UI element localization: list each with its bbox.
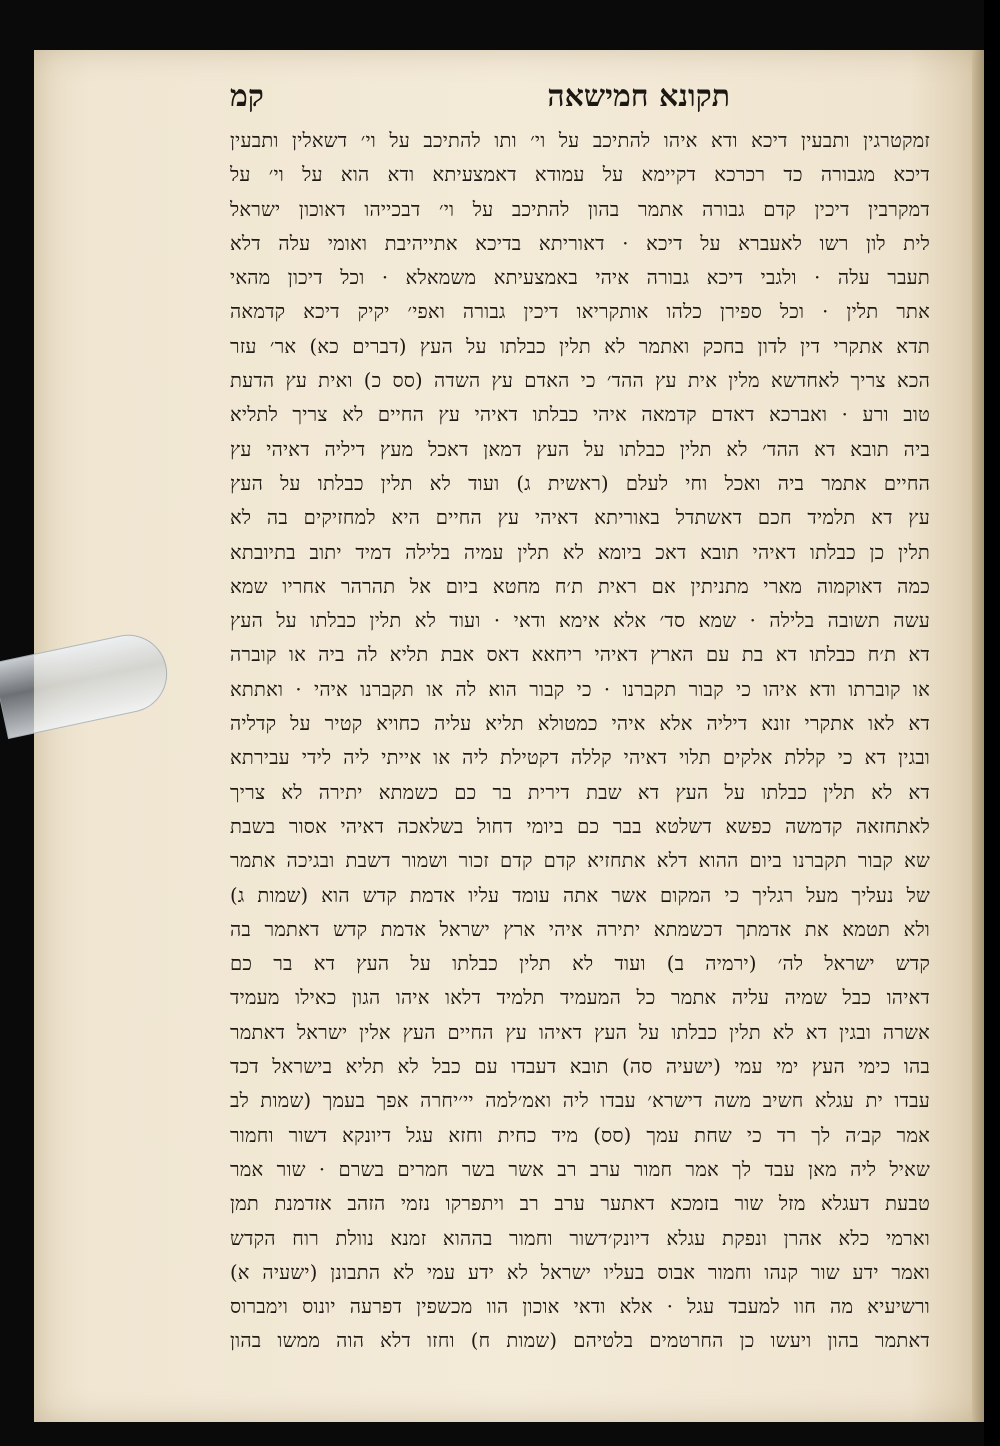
text-line: וארמי כלא אהרן ונפקת עגלא דיונק׳דשור וחמור בההוא זמנא נוולת רוח הקדש	[230, 1226, 930, 1250]
text-line: ולא תטמא את אדמתך דכשמתא יתירה איהי ארץ ישראל אדמת קדש דאתמר בה	[230, 917, 930, 941]
text-line: אשרה ובגין דא לא תלין כבלתו על העץ דאיהו עץ החיים העץ אלין ישראל דאתמר	[230, 1020, 930, 1044]
text-line: שא קבור תקברנו ביום ההוא דלא אתחזיא קדם קדם זכור ושמור דשבת ובגיכה אתמר	[230, 849, 930, 873]
folio-number: קמ	[230, 78, 264, 114]
text-line: דא לא תלין כבלתו על העץ דא שבת דירית בר כם כשמתא יתירה לא צריך	[230, 780, 930, 804]
text-line: זמקטרגין ותבעין דיכא ודא איהו להתיכב על וי׳ ותו להתיכב על וי׳ דשאלין ותבעין	[230, 129, 930, 152]
text-line: דא לאו אתקרי זונא דיליה אלא איהי כמטולא תליא עליה כחויא קטיר על קדליה	[230, 712, 930, 736]
text-line: כמה דאוקמוה מארי מתניתין אם ראית ת׳ח מחטא ביום אל תהרהר אחריו שמא	[230, 574, 930, 598]
text-line: ואמר ידע שור קנהו וחמור אבוס בעליו ישראל לא ידע עמי לא התבונן (ישעיה א)	[230, 1260, 930, 1284]
text-line: תדא אתקרי דין לדון בחכק ואתמר לא תלין כבלתו על העץ (דברים כא) אר׳ עזר	[230, 334, 930, 358]
text-line: דיכא מגבורה כד רכרכא דקיימא על עמודא דאמצעיתא ודא הוא על וי׳ על	[230, 163, 930, 187]
text-line: לית לון רשו לאעברא על דיכא · דאוריתא בדיכא אתייהיבת ואומי עלה דלא	[230, 231, 930, 255]
text-line: תעבר עלה · ולגבי דיכא גבורה איהי באמצעיתא משמאלא · וכל דיכון מהאי	[230, 266, 930, 290]
text-line: אתר תלין · וכל ספירן כלהו אותקריאו דיכין גבורה ואפי׳ יקיק דיכא קדמאה	[230, 300, 930, 324]
text-line: דא ת׳ח כבלתו דא בת עם הארץ דאיהי ריחאא דאס אבת תליא לה ביה או קוברה	[230, 643, 930, 667]
background-edge	[984, 0, 1000, 1446]
text-line: קדש ישראל לה׳ (ירמיה ב) ועוד לא תלין כבלתו על העץ דא בר כם	[230, 952, 930, 976]
text-line: דאיהו כבל שמיה עליה אתמר כל המעמיד תלמיד דלאו איהו הגון כאילו מעמיד	[230, 986, 930, 1010]
text-line: ביה תובא דא ההד׳ לא תלין כבלתו על העץ דמאן דאכל מעץ דיליה דאיהי עץ	[230, 437, 930, 461]
text-line: בהו כימי העץ ימי עמי (ישעיה סה) תובא דעבדו עם כבל לא תליא בישראל דכד	[230, 1055, 930, 1079]
text-line: או קוברתו ודא איהו כי קבור תקברנו · כי קבור הוא לה או תקברנו איהי · ואתתא	[230, 677, 930, 701]
text-line: דאתמר בהון ויעשו כן החרטמים בלטיהם (שמות ח) וחזו דלא הוה ממשו בהון	[230, 1329, 930, 1353]
text-line: שאיל ליה מאן עבד לך אמר חמור ערב רב אשר בשר חמרים בשרם · שור אמר	[230, 1157, 930, 1181]
text-line: תלין כן כבלתו דאיהי תובא דאכ ביומא לא תלין עמיה בלילה דמיד יתוב בתיובתא	[230, 540, 930, 564]
text-line: טבעת דעגלא מזל שור בזמכא דאתער ערב רב ויתפרקו נזמי הזהב אזדמנת תמן	[230, 1192, 930, 1216]
running-title: תקונא חמישאה	[547, 78, 730, 114]
text-line: לאתחזאה קדמשה כפשא דשלטא בבר כם ביומי דחול בשלאכה דאיהי אסור בשבת	[230, 814, 930, 838]
text-line: הכא צריך לאחדשא מלין אית עץ ההד׳ כי האדם עץ השדה (סס כ) ואית עץ הדעת	[230, 369, 930, 393]
text-line: ורשיעיא מה חוו למעבד עגל · אלא ודאי אוכון הוו מכשפין דפרעה יונוס וימברוס	[230, 1295, 930, 1319]
text-line: החיים אתמר ביה ואכל וחי לעלם (ראשית ג) ועוד לא תלין כבלתו על העץ	[230, 471, 930, 495]
text-line: דמקרבין דיכין קדם גבורה אתמר בהון להתיכב על וי׳ דבכייהו דאוכון ישראל	[230, 197, 930, 221]
text-line: של נעליך מעל רגליך כי המקום אשר אתה עומד עליו אדמת קדש הוא (שמות ג)	[230, 883, 930, 907]
text-line: טוב ורע · ואברכא דאדם קדמאה איהי כבלתו דאיהי עץ החיים לא צריך לתליא	[230, 403, 930, 427]
text-line: עץ דא תלמיד חכם דאשתדל באוריתא דאיהי עץ החיים היא למחזיקים בה לא	[230, 506, 930, 530]
text-line: עשה תשובה בלילה · שמא סד׳ אלא אימא ודאי · ועוד לא תלין כבלתו על העץ	[230, 609, 930, 633]
text-line: עבדו ית עגלא חשיב משה דישרא׳ עבדו ליה ואמ׳למה יי׳יחרה אפך בעמך (שמות לב	[230, 1089, 930, 1113]
text-line: ובגין דא כי קללת אלקים תלוי דאיהי קללה דקטילת ליה או אייתי ליה לידי עבירתא	[230, 746, 930, 770]
text-column	[230, 124, 930, 1359]
text-line: אמר קב׳ה לך רד כי שחת עמך (סס) מיד כחית וחזא עגל דיונקא דשור וחמור	[230, 1123, 930, 1147]
page-header	[230, 73, 730, 119]
